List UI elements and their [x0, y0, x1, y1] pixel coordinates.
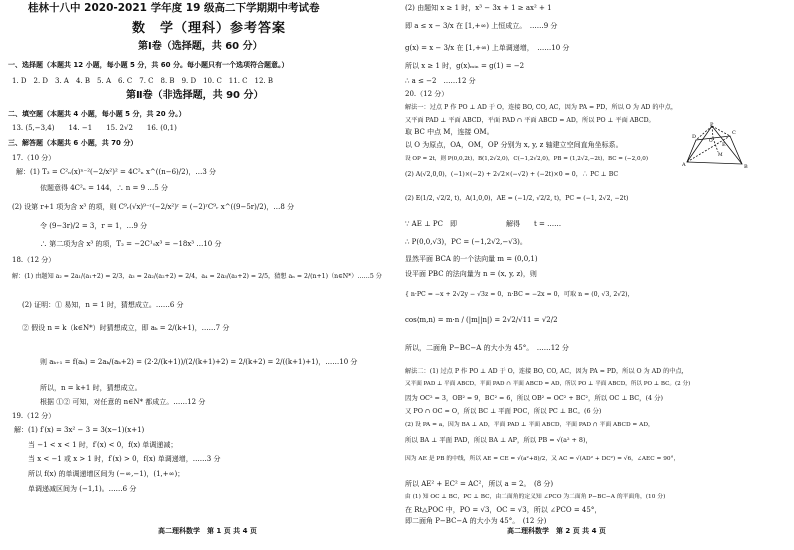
answer-line: (2) E(1/2, √2/2, t)，A(1,0,0)，AE = (−1/2, √2/2, t)，PC = (−1, 2√2, −2t) [405, 195, 629, 202]
answer-heading: 数 学（理科）参考答案 [132, 21, 287, 36]
answer-line: ∵ AE ⊥ PC 即 解得 t = …… [405, 220, 562, 228]
answer-line: (2) 设第 r+1 项为含 x³ 的项，则 C⁹ᵣ(√x)⁹⁻ʳ(−2/x²)ʳ = (−2)ʳC⁹ᵣ x^((9−5r)/2)，…8 分 [12, 203, 295, 211]
exam-title: 桂林十八中 2020-2021 学年度 19 级高二下学期期中考试卷 [28, 2, 320, 14]
part1-heading: 第Ⅰ卷（选择题，共 60 分） [138, 41, 263, 52]
answer-line: 根据 ①② 可知，对任意的 n∈N* 都成立。……12 分 [40, 398, 206, 406]
answer-line: 令 (9−3r)/2 = 3，r = 1，…9 分 [40, 222, 148, 230]
answer-line: 又 PO ∩ OC = O，所以 BC ⊥ 平面 POC，所以 PC ⊥ BC。(6 分) [405, 407, 602, 415]
answer-line: 所以，二面角 P−BC−A 的大小为 45°。 ……12 分 [405, 344, 569, 352]
answer-line: 19.（12 分） [12, 412, 56, 420]
answer-line: 解法二：(1) 过点 P 作 PO ⊥ AD 于 O，连接 BO, CO, AC，因为 PA = PD，所以 O 为 AD 的中点， [405, 368, 688, 375]
answer-line: ② 假设 n = k（k∈N*）时猜想成立，即 aₖ = 2/(k+1)，……7 分 [22, 324, 230, 332]
figure-label: O [709, 139, 713, 144]
answer-line: 当 x < −1 或 x > 1 时，f′(x) > 0，f(x) 单调递增，……3 分 [28, 455, 221, 463]
answer-line: 解：(1) 由题知 a₂ = 2a₁/(a₁+2) = 2/3，a₃ = 2a₂/(a₂+2) = 2/4，a₄ = 2a₃/(a₃+2) = 2/5，猜想 aₙ = 2/(n+1)（n∈N*）……5 分 [12, 273, 382, 280]
answer-line: 由 (1) 知 OC ⊥ BC，PC ⊥ BC，由二面角的定义知 ∠PCO 为二面角 P−BC−A 的平面角，(10 分) [405, 494, 666, 500]
answer-line: 所以 x ≥ 1 时，g(x)ₘᵢₙ = g(1) = −2 [405, 62, 525, 70]
answer-line: 当 −1 < x < 1 时，f′(x) < 0，f(x) 单调递减； [28, 441, 178, 449]
answer-line: 设 OP = 2t，则 P(0,0,2t)，B(1,2√2,0)，C(−1,2√2,0)，PB = (1,2√2,−2t)，BC = (−2,0,0) [405, 156, 649, 162]
answer-line: ∴ P(0,0,√3)，PC = (−1,2√2,−√3)。 [405, 238, 527, 246]
figure-label: A [682, 162, 686, 168]
answer-line: 所以，n = k+1 时，猜想成立。 [40, 384, 142, 392]
answer-line: { n·PC = −x + 2√2y − √3z = 0，n·BC = −2x = 0，可取 n = (0, √3, 2√2)， [405, 291, 634, 298]
answer-line: 单调递减区间为 (−1,1)。……6 分 [28, 485, 137, 493]
section3-heading: 三、解答题（本题共 6 小题，共 70 分） [8, 139, 138, 147]
answer-line: 20.（12 分） [405, 90, 449, 98]
answer-line: 所以 BA ⊥ 平面 PAD，所以 BA ⊥ AP，所以 PB = √(a² + 8)， [405, 436, 592, 444]
answer-line: (2) 由题知 x ≥ 1 时，x³ − 3x + 1 ≥ ax² + 1 [405, 4, 552, 12]
page-2 [397, 0, 794, 550]
page-footer: 高二理科数学 第 1 页 共 4 页 [158, 527, 257, 535]
figure-label: E [722, 142, 726, 148]
answer-line: cos⟨m,n⟩ = m·n / (|m||n|) = 2√2/√11 = √2/2 [405, 316, 558, 324]
figure-label: P [710, 122, 714, 128]
answer-line: (2) A(√2,0,0)，(−1)×(−2) + 2√2×(−√2) + (−2t)×0 = 0，∴ PC ⊥ BC [405, 171, 619, 178]
figure-label: B [744, 164, 748, 170]
pyramid-figure [682, 122, 752, 172]
answer-line: 以 O 为原点，OA，OM，OP 分别为 x, y, z 轴建立空间直角坐标系。 [405, 141, 623, 149]
answer-line: (2) 证明：① 易知，n = 1 时，猜想成立。……6 分 [22, 301, 184, 309]
answer-line: 解：(1) T₃ = C²ₙ(x)ⁿ⁻²(−2/x²)² = 4C²ₙ x^((n−6)/2)，…3 分 [16, 168, 216, 176]
figure-label: M [718, 153, 723, 158]
choice-answers: 1. D 2. D 3. A 4. B 5. A 6. C 7. C 8. B 9. D 10. C 11. C 12. B [12, 77, 274, 85]
answer-line: 所以 f(x) 的单调递增区间为 (−∞,−1)，(1,+∞)； [28, 470, 185, 478]
answer-line: 因为 OC² = 3，OB² = 9，BC² = 6，所以 OB² = OC² + BC²，所以 OC ⊥ BC，(4 分) [405, 394, 663, 402]
answer-line: (2) 设 PA = a，因为 BA ⊥ AD，平面 PAD ⊥ 平面 ABCD，平面 PAD ∩ 平面 ABCD = AD， [405, 422, 654, 428]
answer-line: 则 aₖ₊₁ = f(aₖ) = 2aₖ/(aₖ+2) = (2·2/(k+1))/(2/(k+1)+2) = 2/(k+2) = 2/((k+1)+1)，……10 分 [40, 358, 358, 366]
answer-line: 取 BC 中点 M，连接 OM。 [405, 128, 494, 136]
answer-line: 设平面 PBC 的法向量为 n = (x, y, z)，则 [405, 270, 537, 278]
answer-line: ∴ 第二项为含 x³ 的项，T₂ = −2C¹₉x³ = −18x³ …10 分 [40, 240, 222, 248]
answer-line: ∴ a ≤ −2 ……12 分 [405, 77, 476, 85]
figure-label: D [692, 134, 697, 140]
answer-line: 18.（12 分） [12, 256, 56, 264]
page-footer: 高二理科数学 第 2 页 共 4 页 [507, 527, 606, 535]
part2-heading: 第Ⅱ卷（非选择题，共 90 分） [126, 90, 264, 101]
answer-line: 解法一：过点 P 作 PO ⊥ AD 于 O，连接 BO, CO, AC，因为 PA = PD，所以 O 为 AD 的中点， [405, 104, 678, 111]
answer-line: g(x) = x − 3/x 在 [1,+∞) 上单调递增， ……10 分 [405, 44, 570, 52]
answer-line: 解：(1) f′(x) = 3x² − 3 = 3(x−1)(x+1) [14, 426, 145, 434]
answer-line: 即二面角 P−BC−A 的大小为 45°。 (12 分) [405, 517, 547, 525]
section1-heading: 一、选择题（本题共 12 小题，每小题 5 分，共 60 分。每小题只有一个选项符合题意。） [8, 61, 289, 69]
answer-line: 因为 AE 是 PB 的中线，所以 AE = CE = √(a²+8)/2，又 AC = √(AD² + DC²) = √6，∠AEC = 90°， [405, 456, 680, 462]
answer-line: 17.（10 分） [12, 154, 56, 162]
answer-line: 显然平面 BCA 的一个法向量 m = (0,0,1) [405, 255, 538, 263]
figure-label: C [732, 130, 736, 136]
answer-line: 又平面 PAD ⊥ 平面 ABCD，平面 PAD ∩ 平面 ABCD = AD，所以 PO ⊥ 平面 ABCD。 [405, 117, 655, 124]
answer-line: 在 Rt△POC 中，PO = √3，OC = √3，所以 ∠PCO = 45°， [405, 506, 602, 514]
answer-line: 依题意得 4C²ₙ = 144，∴ n = 9 …5 分 [40, 184, 168, 192]
section2-heading: 二、填空题（本题共 4 小题，每小题 5 分，共 20 分。） [8, 110, 186, 118]
answer-line: 即 a ≤ x − 3/x 在 [1,+∞) 上恒成立。 ……9 分 [405, 22, 558, 30]
answer-line: 所以 AE² + EC² = AC²，所以 a = 2。 (8 分) [405, 480, 554, 488]
fill-answers: 13. (5,−3,4) 14. −1 15. 2√2 16. (0,1) [12, 124, 177, 132]
answer-line: 又平面 PAD ⊥ 平面 ABCD，平面 PAD ∩ 平面 ABCD = AD，所以 PO ⊥ 平面 ABCD，所以 PO ⊥ BC。(2 分) [405, 381, 691, 387]
